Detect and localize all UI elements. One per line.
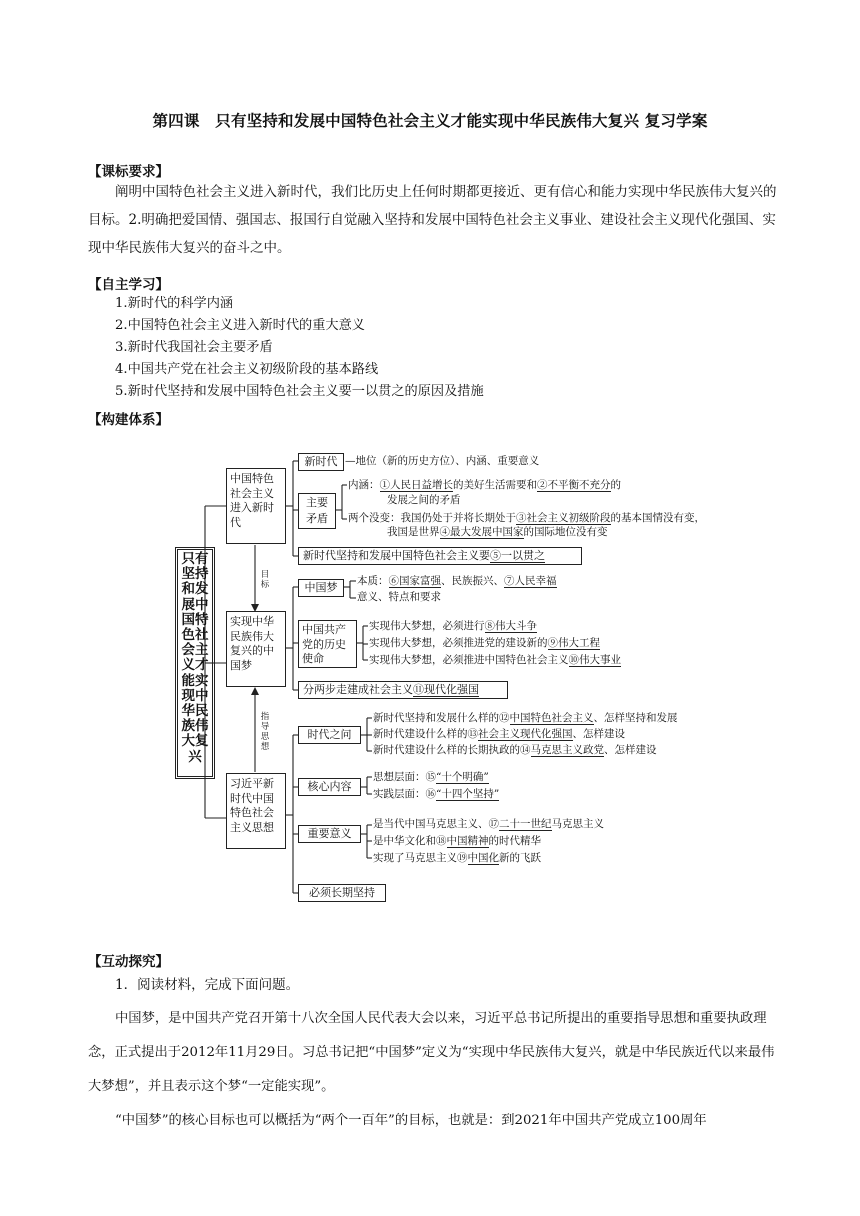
node-hexinneirong: 核心内容 [298,778,361,796]
zhongyao-line1: 是当代中国马克思主义、⑰二十一世纪马克思主义 [373,818,604,830]
zgm-line2: 意义、特点和要求 [357,591,441,603]
node-new-era: 中国特色社会主义进入新时代 [226,468,286,544]
node-bixuchangqi: 必须长期坚持 [298,884,386,902]
shidai-line1: 新时代坚持和发展什么样的⑫中国特色社会主义、怎样坚持和发展 [373,712,678,724]
maodun-line2: 发展之间的矛盾 [387,494,461,506]
page-title: 第四课 只有坚持和发展中国特色社会主义才能实现中华民族伟大复兴 复习学案 [152,112,708,130]
node-historical-mission: 中国共产党的历史使命 [298,620,357,668]
xinshidai-text: —地位（新的历史方位）、内涵、重要意义 [345,455,540,467]
zgm-line1: 本质：⑥国家富强、民族振兴、⑦人民幸福 [357,575,557,587]
node-main-contradiction: 主要矛盾 [298,493,336,529]
maodun-line1: 内涵：①人民日益增长的美好生活需要和②不平衡不充分的 [348,479,621,491]
arrow-label-guiding: 指导思想 [260,712,270,752]
hudong-paragraph-1: 中国梦，是中国共产党召开第十八次全国人民代表大会以来，习近平总书记所提出的重要指导思想和重要执政理念，正式提出于2012年11月29日。习总书记把“中国梦”定义为“实现中华民族伟大复兴，就是中华民族近代以来最伟大梦想”，并且表示这个梦“一定能实现”。 [88,1011,775,1094]
section-heading-hudong: 【互动探究】 [88,954,169,970]
node-zhongyaoyiyi: 重要意义 [298,825,361,843]
hudong-intro: 1．阅读材料，完成下面问题。 [115,977,300,993]
shidai-line2: 新时代建设什么样的⑬社会主义现代化强国、怎样建设 [373,728,625,740]
maodun-line4: 我国是世界④最大发展中国家的国际地位没有变 [387,526,608,538]
node-zhongguomeng: 中国梦 [298,579,344,597]
section-heading-goujian: 【构建体系】 [88,412,169,428]
zhongyao-line2: 是中华文化和⑱中国精神的时代精华 [373,835,541,847]
hexin-line1: 思想层面：⑮“十个明确” [373,771,489,783]
section-heading-kebiao: 【课标要求】 [88,164,169,180]
mission-line2: 实现伟大梦想，必须推进党的建设新的⑨伟大工程 [369,637,600,649]
node-shidaizhiwen: 时代之问 [298,726,361,744]
hudong-paragraph-2: “中国梦”的核心目标也可以概括为“两个一百年”的目标，也就是：到2021年中国共产党成立100周年 [115,1113,707,1128]
zhongyao-line3: 实现了马克思主义⑲中国化新的飞跃 [373,852,541,864]
list-item: 3.新时代我国社会主要矛盾 [115,340,273,355]
list-item: 1.新时代的科学内涵 [115,296,234,311]
kebiao-paragraph: 阐明中国特色社会主义进入新时代，我们比历史上任何时期都更接近、更有信心和能力实现中华民族伟大复兴的目标。2.明确把爱国情、强国志、报国行自觉融入坚持和发展中国特色社会主义事业、建设社会主义现代化强国、实现中华民族伟大复兴的奋斗之中。 [88,184,777,256]
shidai-line3: 新时代建设什么样的长期执政的⑭马克思主义政党、怎样建设 [373,744,657,756]
hexin-line2: 实践层面：⑯“十四个坚持” [373,788,500,800]
mission-line3: 实现伟大梦想，必须推进中国特色社会主义⑩伟大事业 [369,654,621,666]
node-two-steps: 分两步走建成社会主义⑪现代化强国 [298,681,508,699]
arrow-label-goal: 目标 [260,570,270,590]
root-node: 只有坚持和发展中国特色社会主义才能实现中华民族伟大复兴 [175,547,215,779]
list-item: 2.中国特色社会主义进入新时代的重大意义 [115,318,365,333]
node-yiyiguanzhi: 新时代坚持和发展中国特色社会主义要⑤一以贯之 [298,547,582,565]
node-chinese-dream: 实现中华民族伟大复兴的中国梦 [226,611,286,687]
mission-line1: 实现伟大梦想，必须进行⑧伟大斗争 [369,620,537,632]
node-xi-thought: 习近平新时代中国特色社会主义思想 [226,773,286,849]
list-item: 5.新时代坚持和发展中国特色社会主义要一以贯之的原因及措施 [115,384,484,399]
maodun-line3: 两个没变：我国仍处于并将长期处于③社会主义初级阶段的基本国情没有变， [348,512,705,524]
node-xinshidai: 新时代 [298,453,344,471]
section-heading-zizhu: 【自主学习】 [88,277,169,293]
list-item: 4.中国共产党在社会主义初级阶段的基本路线 [115,362,379,377]
